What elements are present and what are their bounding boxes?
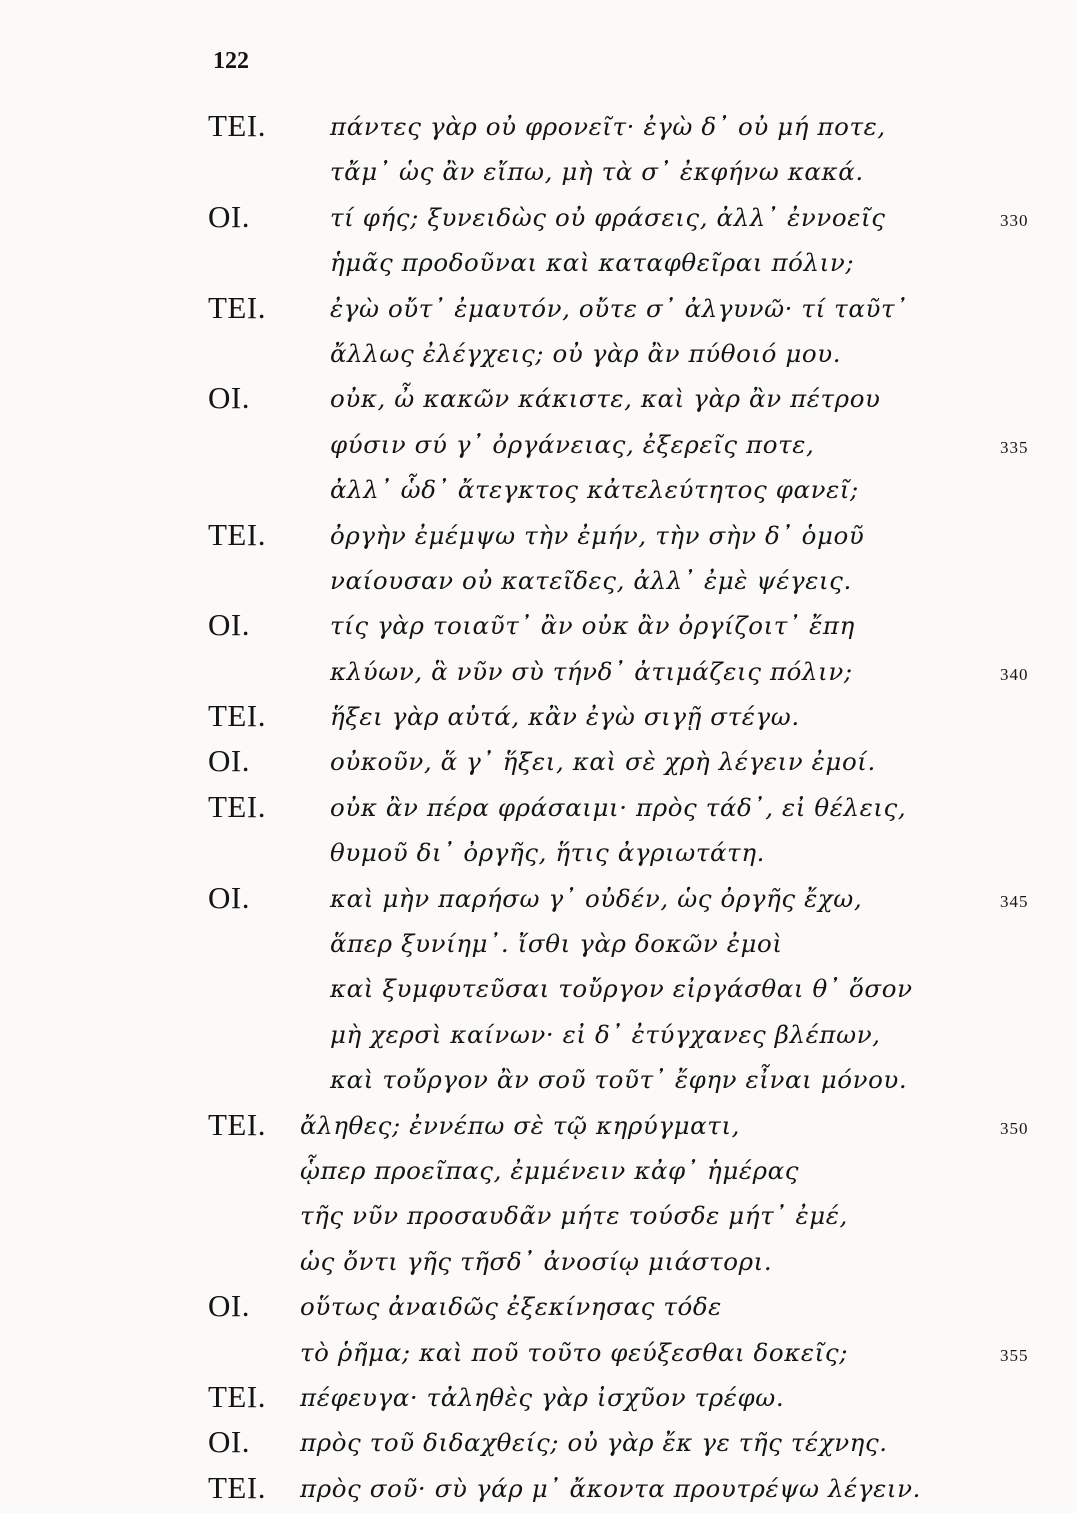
verse-text: ἡμᾶς προδοῦναι καὶ καταφθεῖραι πόλιν; xyxy=(330,248,855,278)
verse-text: κλύων, ἃ νῦν σὺ τήνδ᾽ ἀτιμάζεις πόλιν; xyxy=(330,656,853,686)
verse-text: πέφευγα· τἀληθὲς γὰρ ἰσχῦον τρέφω. xyxy=(300,1382,785,1412)
verse-line xyxy=(0,197,1077,242)
speaker-label: ΤΕΙ. xyxy=(208,289,266,325)
verse-text: φύσιν σύ γ᾽ ὀργάνειας, ἐξερεῖς ποτε, xyxy=(330,429,815,459)
verse-text: ᾧπερ προεῖπας, ἐμμένειν κἀφ᾽ ἡμέρας xyxy=(300,1155,800,1185)
verse-line xyxy=(0,1286,1077,1331)
verse-line xyxy=(0,106,1077,151)
verse-text: τὸ ῥῆμα; καὶ ποῦ τοῦτο φεύξεσθαι δοκεῖς; xyxy=(300,1337,849,1367)
verse-text: οὐκοῦν, ἅ γ᾽ ἥξει, καὶ σὲ χρὴ λέγειν ἐμοί. xyxy=(330,747,876,777)
speaker-label: ΤΕΙ. xyxy=(208,108,266,143)
verse-text: οὐκ, ὦ κακῶν κάκιστε, καὶ γὰρ ἂν πέτρου xyxy=(330,384,881,414)
verse-line xyxy=(0,469,1077,514)
speaker-label: ΟΙ. xyxy=(208,743,250,779)
verse-line xyxy=(0,288,1077,333)
verse-text: ὀργὴν ἐμέμψω τὴν ἐμήν, τὴν σὴν δ᾽ ὁμοῦ xyxy=(330,520,865,550)
speaker-label: ΤΕΙ. xyxy=(208,1378,266,1414)
verse-text: καὶ τοὔργον ἂν σοῦ τοῦτ᾽ ἔφην εἶναι μόνου. xyxy=(330,1065,908,1095)
speaker-label: ΤΕΙ. xyxy=(208,1469,266,1505)
verse-text: ἐγὼ οὔτ᾽ ἐμαυτόν, οὔτε σ᾽ ἀλγυνῶ· τί ταῦτ᾽ xyxy=(330,293,908,323)
verse-line xyxy=(0,1377,1077,1422)
verse-text: τῆς νῦν προσαυδᾶν μήτε τούσδε μήτ᾽ ἐμέ, xyxy=(300,1201,848,1231)
verse-text: πρὸς σοῦ· σὺ γάρ μ᾽ ἄκοντα προυτρέψω λέγειν. xyxy=(300,1473,921,1503)
verse-text: καὶ μὴν παρήσω γ᾽ οὐδέν, ὡς ὀργῆς ἔχω, xyxy=(330,883,863,913)
verse-line xyxy=(0,923,1077,968)
speaker-label: ΤΕΙ. xyxy=(208,516,266,552)
speaker-label: ΤΕΙ. xyxy=(208,1106,266,1142)
verse-text: καὶ ξυμφυτεῦσαι τοὔργον εἰργάσθαι θ᾽ ὅσον xyxy=(330,974,913,1004)
verse-line xyxy=(0,1241,1077,1286)
verse-text: μὴ χερσὶ καίνων· εἰ δ᾽ ἐτύγχανες βλέπων, xyxy=(330,1019,881,1049)
verse-line xyxy=(0,151,1077,196)
line-number: 340 xyxy=(1000,664,1029,684)
speaker-label: ΤΕΙ. xyxy=(208,788,266,824)
verse-line xyxy=(0,378,1077,423)
line-number: 330 xyxy=(1000,210,1029,230)
verse-line xyxy=(0,1195,1077,1240)
verse-line xyxy=(0,605,1077,650)
verse-text: ἥξει γὰρ αὐτά, κἂν ἐγὼ σιγῇ στέγω. xyxy=(330,702,800,732)
line-number: 335 xyxy=(1000,437,1029,457)
verse-line xyxy=(0,1014,1077,1059)
verse-text: ἄληθες; ἐννέπω σὲ τῷ κηρύγματι, xyxy=(300,1110,741,1140)
verse-block xyxy=(0,106,1077,1513)
verse-line xyxy=(0,651,1077,696)
verse-line xyxy=(0,333,1077,378)
verse-text: πάντες γὰρ οὐ φρονεῖτ· ἐγὼ δ᾽ οὐ μή ποτε, xyxy=(330,112,886,141)
verse-line xyxy=(0,242,1077,287)
verse-text: τίς γὰρ τοιαῦτ᾽ ἂν οὐκ ἂν ὀργίζοιτ᾽ ἔπη xyxy=(330,611,855,641)
verse-line xyxy=(0,1105,1077,1150)
speaker-label: ΟΙ. xyxy=(208,1424,250,1460)
verse-text: οὕτως ἀναιδῶς ἐξεκίνησας τόδε xyxy=(300,1292,722,1322)
verse-text: πρὸς τοῦ διδαχθείς; οὐ γὰρ ἔκ γε τῆς τέχνης. xyxy=(300,1428,888,1458)
verse-text: θυμοῦ δι᾽ ὀργῆς, ἥτις ἀγριωτάτη. xyxy=(330,838,766,868)
verse-text: ὡς ὄντι γῆς τῆσδ᾽ ἀνοσίῳ μιάστορι. xyxy=(300,1246,773,1276)
verse-line xyxy=(0,741,1077,786)
verse-text: ἅπερ ξυνίημ᾽. ἴσθι γὰρ δοκῶν ἐμοὶ xyxy=(330,929,783,959)
verse-line xyxy=(0,878,1077,923)
verse-text: τἄμ᾽ ὡς ἂν εἴπω, μὴ τὰ σ᾽ ἐκφήνω κακά. xyxy=(330,157,864,187)
page-number: 122 xyxy=(213,48,249,74)
line-number: 355 xyxy=(1000,1345,1029,1365)
verse-line xyxy=(0,1059,1077,1104)
line-number: 345 xyxy=(1000,891,1029,911)
verse-line xyxy=(0,1468,1077,1513)
verse-text: οὐκ ἂν πέρα φράσαιμι· πρὸς τάδ᾽, εἰ θέλεις, xyxy=(330,792,907,822)
speaker-label: ΟΙ. xyxy=(208,380,250,416)
verse-line xyxy=(0,560,1077,605)
verse-line xyxy=(0,787,1077,832)
verse-line xyxy=(0,424,1077,469)
verse-line xyxy=(0,968,1077,1013)
speaker-label: ΟΙ. xyxy=(208,607,250,643)
speaker-label: ΟΙ. xyxy=(208,1288,250,1324)
verse-text: ναίουσαν οὐ κατεῖδες, ἀλλ᾽ ἐμὲ ψέγεις. xyxy=(330,565,852,595)
verse-line xyxy=(0,832,1077,877)
verse-line xyxy=(0,696,1077,741)
verse-text: ἀλλ᾽ ὧδ᾽ ἄτεγκτος κἀτελεύτητος φανεῖ; xyxy=(330,475,859,505)
verse-line xyxy=(0,1422,1077,1467)
speaker-label: ΤΕΙ. xyxy=(208,698,266,734)
verse-line xyxy=(0,1332,1077,1377)
speaker-label: ΟΙ. xyxy=(208,879,250,915)
verse-text: τί φής; ξυνειδὼς οὐ φράσεις, ἀλλ᾽ ἐννοεῖς xyxy=(330,202,886,232)
line-number: 350 xyxy=(1000,1118,1029,1138)
verse-line xyxy=(0,1150,1077,1195)
verse-text: ἄλλως ἐλέγχεις; οὐ γὰρ ἂν πύθοιό μου. xyxy=(330,338,842,368)
verse-line xyxy=(0,515,1077,560)
speaker-label: ΟΙ. xyxy=(208,198,250,234)
